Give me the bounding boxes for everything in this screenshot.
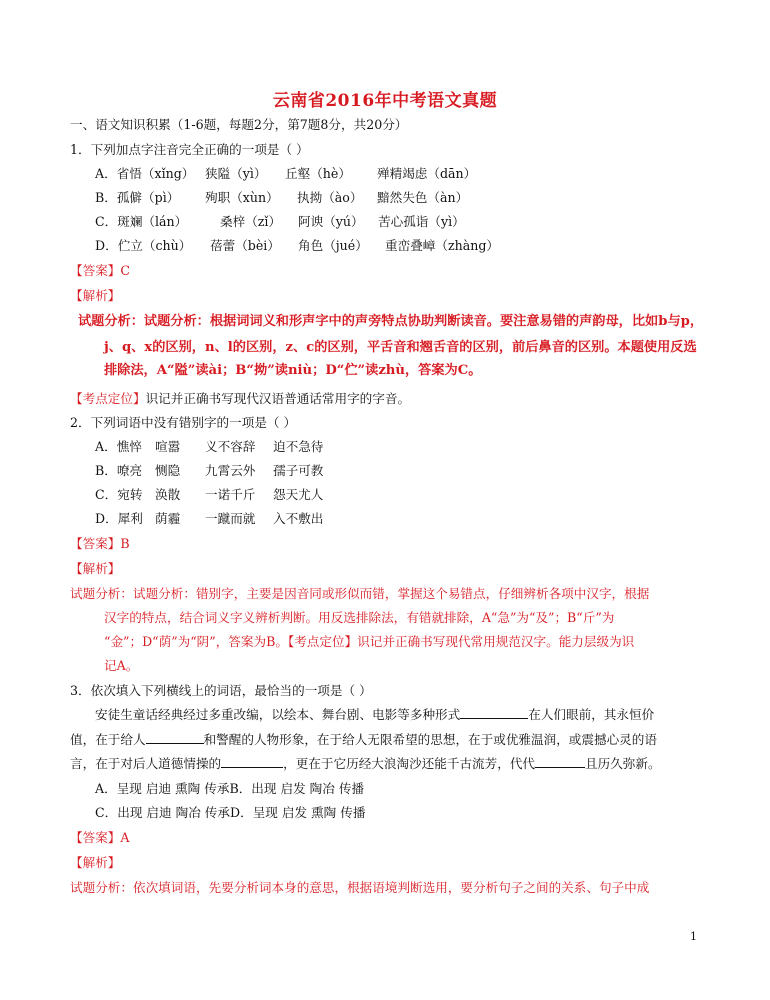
section-heading: 一、语文知识积累（1-6题，每题2分，第7题8分，共20分）	[70, 117, 408, 132]
question-1-analysis-line: j、q、x的区别，n、l的区别，z、c的区别，平舌音和翘舌音的区别，前后鼻音的区别。本题使用反选	[104, 340, 697, 355]
question-1-analysis-line: 排除法，A“隘”读ài；B“拗”读niù；D“伫”读zhù，答案为C。	[104, 363, 482, 378]
question-2-option-c	[95, 486, 735, 504]
question-3-options-ab	[95, 780, 735, 798]
option-item: 丘壑（hè）	[285, 166, 351, 181]
option-item: A．憔悴	[95, 439, 142, 454]
question-2-analysis-line: 试题分析：试题分析：错别字，主要是因音同或形似而错，掌握这个易错点，仔细辨析各项中汉字，根据	[70, 586, 650, 601]
question-3-passage-line	[70, 755, 710, 773]
option-item: B．孤僻（pì）	[95, 190, 180, 205]
option-item: 义不容辞	[205, 439, 256, 454]
question-2-stem: 2．下列词语中没有错别字的一项是（ ）	[70, 415, 297, 430]
point-tag: 【考点定位】	[287, 634, 358, 649]
option-item: 狭隘（yì）	[205, 166, 267, 181]
option-item: D．犀利	[95, 511, 143, 526]
question-1-analysis-label: 【解析】	[70, 288, 121, 303]
question-3-passage-line	[95, 706, 735, 724]
passage-text: ，更在于它历经大浪淘沙还能千古流芳，代代	[283, 756, 535, 771]
option-item: 殚精竭虑（dān）	[377, 166, 477, 181]
option-item: 喧嚣	[155, 439, 181, 454]
page-title: 云南省2016年中考语文真题	[272, 91, 498, 111]
option-item: 殉职（xùn）	[205, 190, 279, 205]
fill-blank	[146, 731, 204, 744]
fill-blank	[221, 755, 283, 768]
question-2-option-b	[95, 462, 735, 480]
question-2-analysis-line: 记A。	[104, 658, 139, 673]
option-item: 重峦叠嶂（zhàng）	[385, 238, 499, 253]
option-item: 孺子可教	[273, 463, 324, 478]
point-text: 识记并正确书写现代汉语普通话常用字的字音。	[145, 391, 411, 406]
option-item: D．伫立（chù）	[95, 238, 192, 253]
passage-text: 值，在于给人	[70, 732, 146, 747]
question-2-analysis-line: 汉字的特点，结合词义字义辨析判断。用反选排除法，有错就排除，A“急”为“及”；B“斤”为	[104, 610, 615, 625]
passage-text: 安徒生童话经典经过多重改编，以绘本、舞台剧、电影等多种形式	[95, 707, 461, 722]
passage-text: 且历久弥新。	[585, 756, 661, 771]
option-item: 迫不急待	[273, 439, 324, 454]
point-tag: 【考点定位】	[70, 391, 146, 406]
question-1-stem: 1．下列加点字注音完全正确的一项是（ ）	[70, 142, 309, 157]
question-2-answer: 【答案】B	[70, 536, 130, 551]
question-1-point	[70, 390, 710, 408]
question-3-stem: 3．依次填入下列横线上的词语，最恰当的一项是（ ）	[70, 683, 372, 698]
option-item: A．省悟（xǐng）	[95, 166, 195, 181]
question-3-passage-line	[70, 731, 710, 749]
option-item: 入不敷出	[273, 511, 324, 526]
option-item: 角色（jué）	[298, 238, 368, 253]
question-2-option-a	[95, 438, 735, 456]
question-1-option-a	[95, 165, 735, 183]
option-item: 蓓蕾（bèi）	[210, 238, 280, 253]
option-item: 黯然失色（àn）	[377, 190, 469, 205]
option-item: A．呈现 启迪 熏陶 传承	[95, 781, 230, 796]
question-1-option-c	[95, 213, 735, 231]
passage-text: 言，在于对后人道德情操的	[70, 756, 222, 771]
option-item: 九霄云外	[205, 463, 256, 478]
option-item: 阿谀（yú）	[298, 214, 364, 229]
page-number: 1	[690, 930, 697, 943]
question-3-options-cd	[95, 804, 735, 822]
question-2-analysis-label: 【解析】	[70, 561, 121, 576]
passage-text: 和警醒的人物形象，在于给人无限希望的思想，在于或优雅温润，或震撼心灵的语	[203, 732, 657, 747]
passage-text: 在人们眼前，其永恒价	[528, 707, 655, 722]
analysis-text: 识记并正确书写现代常用规范汉字。能力层级为识	[357, 634, 635, 649]
question-2-analysis-line	[104, 633, 744, 651]
question-1-option-b	[95, 189, 735, 207]
option-item: 一蹴而就	[205, 511, 256, 526]
question-3-answer: 【答案】A	[70, 830, 130, 845]
option-item: 怨天尤人	[273, 487, 324, 502]
question-3-analysis-line: 试题分析：依次填词语，先要分析词本身的意思，根据语境判断选用，要分析句子之间的关系、句子中成	[70, 880, 650, 895]
option-item: 荫霾	[155, 511, 181, 526]
option-item: B．出现 启发 陶冶 传播	[229, 781, 365, 796]
option-item: C．出现 启迪 陶冶 传承	[95, 805, 230, 820]
fill-blank	[535, 755, 585, 768]
option-item: D．呈现 启发 熏陶 传播	[230, 805, 366, 820]
question-1-answer: 【答案】C	[70, 263, 131, 278]
question-1-option-d	[95, 237, 735, 255]
option-item: B．嘹亮	[95, 463, 143, 478]
question-3-analysis-label: 【解析】	[70, 855, 121, 870]
option-item: 涣散	[155, 487, 181, 502]
analysis-text: “金”；D“荫”为“阴”，答案为B。	[104, 634, 288, 649]
option-item: 一诺千斤	[205, 487, 256, 502]
fill-blank	[460, 706, 528, 719]
option-item: C．宛转	[95, 487, 143, 502]
option-item: 苦心孤诣（yì）	[378, 214, 465, 229]
option-item: 桑梓（zǐ）	[220, 214, 282, 229]
option-item: 执拗（ào）	[297, 190, 363, 205]
option-item: C．斑斓（lán）	[95, 214, 188, 229]
question-2-option-d	[95, 510, 735, 528]
option-item: 恻隐	[155, 463, 181, 478]
question-1-analysis-line: 试题分析：试题分析：根据词词义和形声字中的声旁特点协助判断读音。要注意易错的声韵母，比如b与p，	[78, 314, 704, 329]
